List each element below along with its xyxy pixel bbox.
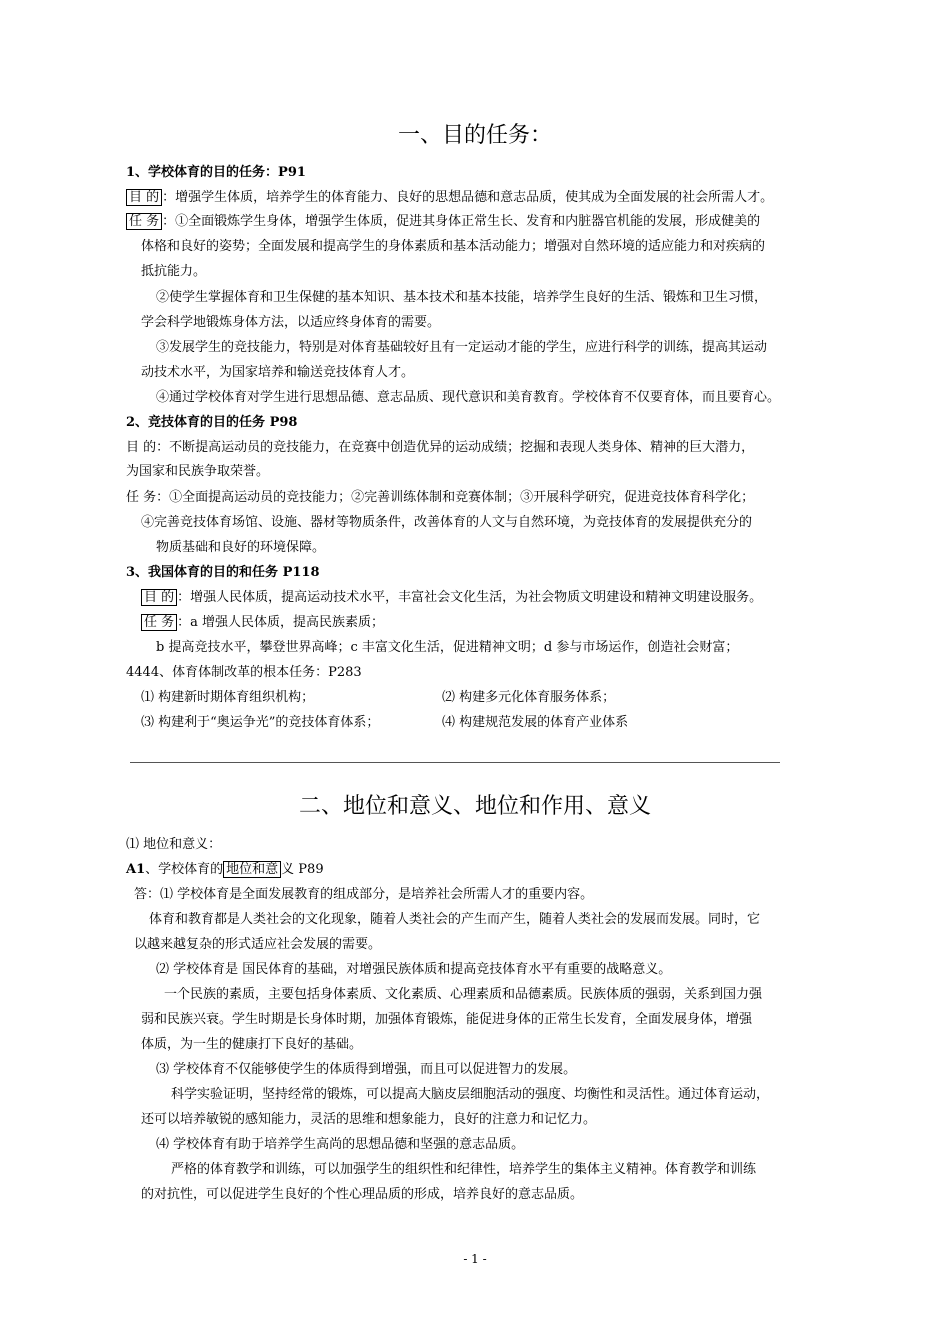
answer-4-para-line2: 的对抗性，可以促进学生良好的个性心理品质的形成，培养良好的意志品质。 [141,1187,584,1202]
answer-4-para-line1: 严格的体育教学和训练，可以加强学生的组织性和纪律性，培养学生的集体主义精神。体育教学和训练 [171,1162,757,1177]
q1-heading: 1、学校体育的目的任务：P91 [126,165,306,180]
goal-label-box: 目 的 [126,189,162,206]
q1-point4: ④通过学校体育对学生进行思想品德、意志品质、现代意识和美育教育。学校体育不仅要育体，而且要育心。 [156,390,781,405]
q1-goal-text: ：增强学生体质，培养学生的体育能力、良好的思想品德和意志品质，使其成为全面发展的社会所需人才。 [162,190,774,205]
q3-goal-text: ：增强人民体质，提高运动技术水平，丰富社会文化生活，为社会物质文明建设和精神文明建设服务。 [177,590,763,605]
answer-2-para-line3: 体质，为一生的健康打下良好的基础。 [141,1037,363,1052]
q4-item-2: ⑵ 构建多元化体育服务体系； [442,690,616,705]
q2-heading: 2、竞技体育的目的任务 P98 [126,415,298,430]
q1-point3-line1: ③发展学生的竞技能力，特别是对体育基础较好且有一定运动才能的学生，应进行科学的训练，提高其运动 [156,340,768,355]
sec2-subheading: ⑴ 地位和意义： [126,837,222,852]
q1-task [126,213,760,231]
q2-task-line3: 物质基础和良好的环境保障。 [156,540,326,555]
answer-3-para-line2: 还可以培养敏锐的感知能力，灵活的思维和想象能力，良好的注意力和记忆力。 [141,1112,597,1127]
q2-task-line1: 任 务：①全面提高运动员的竞技能力；②完善训练体制和竞赛体制；③开展科学研究，促进竞技体育科学化； [126,490,755,505]
q3-task-text: ：a 增强人民体质，提高民族素质； [177,615,385,630]
q4-heading: 4444、体育体制改革的根本任务：P283 [126,665,362,680]
a1-boxed-text: 地位和意 [223,861,281,878]
q4-item-4: ⑷ 构建规范发展的体育产业体系 [442,715,629,730]
q3-heading: 3、我国体育的目的和任务 P118 [126,565,320,580]
a1-suffix: 义 P89 [281,862,324,877]
q1-point2-line2: 学会科学地锻炼身体方法，以适应终身体育的需要。 [141,315,441,330]
q3-task [141,614,384,632]
answer-2: ⑵ 学校体育是 国民体育的基础，对增强民族体质和提高竞技体育水平有重要的战略意义。 [156,962,672,977]
task-label-box: 任 务 [141,614,177,631]
q2-task-line2: ④完善竞技体育场馆、设施、器材等物质条件，改善体育的人文与自然环境，为竞技体育的发展提供充分的 [141,515,753,530]
q4-item-3: ⑶ 构建利于“奥运争光”的竞技体育体系； [141,715,380,730]
section-1-title: 一、目的任务： [397,123,552,148]
a1-heading [126,861,324,879]
answer-4: ⑷ 学校体育有助于培养学生高尚的思想品德和坚强的意志品质。 [156,1137,525,1152]
a1-mid: 、学校体育的 [145,862,224,877]
answer-1: 答：⑴ 学校体育是全面发展教育的组成部分，是培养社会所需人才的重要内容。 [134,887,594,902]
q2-goal-line2: 为国家和民族争取荣誉。 [126,464,270,479]
page-number: - 1 - [463,1252,487,1266]
answer-1-para-line1: 体育和教育都是人类社会的文化现象，随着人类社会的产生而产生，随着人类社会的发展而发展。同时，它 [149,912,761,927]
answer-3-para-line1: 科学实验证明，坚持经常的锻炼，可以提高大脑皮层细胞活动的强度、均衡性和灵活性。通过体育运动， [171,1087,770,1102]
q4-item-1: ⑴ 构建新时期体育组织机构； [141,690,315,705]
answer-1-para-line2: 以越来越复杂的形式适应社会发展的需要。 [134,937,382,952]
q1-goal [126,189,773,207]
answer-2-para-line1: 一个民族的素质，主要包括身体素质、文化素质、心理素质和品德素质。民族体质的强弱，关系到国力强 [164,987,763,1002]
task-label-box: 任 务 [126,213,162,230]
answer-3: ⑶ 学校体育不仅能够使学生的体质得到增强，而且可以促进智力的发展。 [156,1062,577,1077]
q2-goal-line1: 目 的：不断提高运动员的竞技能力，在竞赛中创造优异的运动成绩；挖掘和表现人类身体、精神的巨大潜力， [126,440,755,455]
q1-task-line3: 抵抗能力。 [141,264,207,279]
section-divider [130,762,780,763]
q1-point3-line2: 动技术水平，为国家培养和输送竞技体育人才。 [141,365,415,380]
goal-label-box: 目 的 [141,589,177,606]
q1-task-text: ：①全面锻炼学生身体，增强学生体质，促进其身体正常生长、发育和内脏器官机能的发展，形成健美的 [162,214,761,229]
answer-2-para-line2: 弱和民族兴衰。学生时期是长身体时期，加强体育锻炼，能促进身体的正常生长发育，全面发展身体，增强 [141,1012,753,1027]
q3-task-line2: b 提高竞技水平，攀登世界高峰；c 丰富文化生活，促进精神文明；d 参与市场运作，创造社会财富； [156,640,739,655]
section-2-title: 二、地位和意义、地位和作用、意义 [298,794,651,819]
q1-point2-line1: ②使学生掌握体育和卫生保健的基本知识、基本技术和基本技能，培养学生良好的生活、锻炼和卫生习惯， [156,290,768,305]
a1-prefix: A1 [126,862,146,877]
q1-task-line2: 体格和良好的姿势；全面发展和提高学生的身体素质和基本活动能力；增强对自然环境的适应能力和对疾病的 [141,239,766,254]
q3-goal [141,589,762,607]
